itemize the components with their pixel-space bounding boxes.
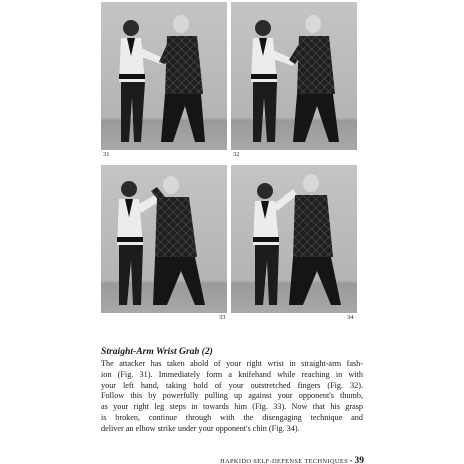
- figure-34-number: 34: [347, 314, 354, 321]
- body-line: deliver an elbow strike under your opponent's chin (Fig. 34).: [101, 423, 300, 433]
- figure-31-number: 31: [103, 151, 110, 158]
- body-line: Follow this by powerfully pulling up against your opponent's thumb,: [101, 391, 363, 401]
- body-line: your left hand, taking hold of your outstretched fingers (Fig. 32).: [101, 380, 363, 390]
- figure-31-photo: [101, 2, 227, 150]
- figure-32-number: 32: [233, 151, 240, 158]
- section-heading: Straight-Arm Wrist Grab (2): [101, 346, 213, 357]
- body-line: is broken, continue through with the disengaging technique and: [101, 412, 363, 422]
- body-line: as your right leg steps in towards him (Fig. 33). Now that his grasp: [101, 402, 363, 412]
- figure-32-image: [231, 2, 357, 150]
- body-line: The attacker has taken ahold of your right wrist in straight-arm fash-: [101, 359, 363, 368]
- figure-32-photo: [231, 2, 357, 150]
- body-line: ion (Fig. 31). Immediately form a knifehand while reaching in with: [101, 369, 363, 379]
- figure-33-photo: [101, 165, 227, 313]
- figure-34-image: [231, 165, 357, 313]
- figure-33-image: [101, 165, 227, 313]
- footer-separator: •: [349, 458, 353, 464]
- figure-31-image: [101, 2, 227, 150]
- figure-34-photo: [231, 165, 357, 313]
- page-number: 39: [354, 456, 364, 464]
- running-title: HAPKIDO SELF-DEFENSE TECHNIQUES: [220, 458, 348, 464]
- section-body: [101, 359, 363, 435]
- figure-33-number: 33: [219, 314, 226, 321]
- page-footer: [100, 457, 364, 464]
